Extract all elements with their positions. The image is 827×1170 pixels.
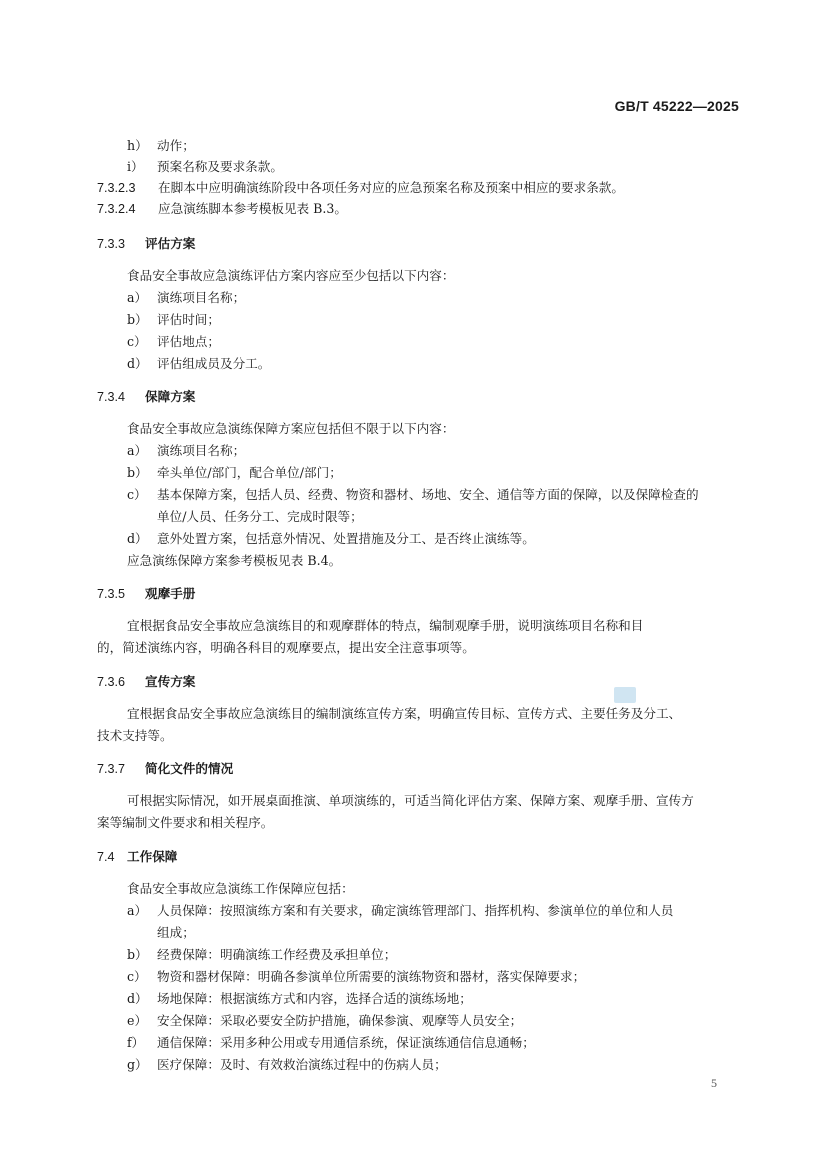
list-text: 场地保障：根据演练方式和内容，选择合适的演练场地； (157, 991, 472, 1006)
list-item (127, 137, 195, 155)
list-marker: a） (127, 443, 148, 458)
clause-number: 7.3.2.4 (97, 202, 136, 216)
list-marker: e） (127, 1013, 148, 1028)
section-number: 7.3.5 (97, 587, 126, 601)
section-heading (97, 848, 177, 866)
list-item (127, 464, 342, 482)
list-text: 通信保障：采用多种公用或专用通信系统，保证演练通信信息通畅； (157, 1035, 535, 1050)
section-title: 工作保障 (127, 849, 178, 864)
list-marker: f） (127, 1035, 145, 1050)
list-marker: b） (127, 465, 148, 480)
paragraph: 食品安全事故应急演练评估方案内容应至少包括以下内容： (127, 268, 455, 283)
section-number: 7.3.4 (97, 390, 126, 404)
list-text: 演练项目名称； (157, 290, 246, 305)
watermark-stamp (614, 687, 636, 703)
list-marker: i） (127, 159, 144, 174)
list-marker: d） (127, 991, 148, 1006)
list-text: 牵头单位/部门，配合单位/部门； (157, 465, 342, 480)
paragraph-line: 技术支持等。 (97, 728, 173, 743)
list-marker: a） (127, 290, 148, 305)
clause (97, 200, 347, 218)
list-item (127, 1012, 522, 1030)
paragraph: 应急演练保障方案参考模板见表 B.4。 (127, 553, 342, 568)
list-marker: b） (127, 947, 148, 962)
list-item (127, 1034, 535, 1052)
list-text: 评估时间； (157, 312, 220, 327)
list-marker: h） (127, 138, 148, 153)
section-title: 观摩手册 (145, 586, 196, 601)
list-text: 安全保障：采取必要安全防护措施，确保参演、观摩等人员安全； (157, 1013, 523, 1028)
list-item (127, 1056, 447, 1074)
page-number: 5 (711, 1076, 717, 1090)
section-heading (97, 585, 195, 603)
paragraph-line: 案等编制文件要求和相关程序。 (97, 815, 274, 830)
list-marker: g） (127, 1057, 148, 1072)
paragraph: 食品安全事故应急演练工作保障应包括： (127, 881, 354, 896)
paragraph-line: 的，简述演练内容，明确各科目的观摩要点，提出安全注意事项等。 (97, 640, 475, 655)
list-item (127, 990, 472, 1008)
section-number: 7.4 (97, 850, 115, 864)
list-item (127, 486, 699, 504)
clause-text: 在脚本中应明确演练阶段中各项任务对应的应急预案名称及预案中相应的要求条款。 (158, 180, 624, 195)
paragraph-line: 宜根据食品安全事故应急演练目的编制演练宣传方案，明确宣传目标、宣传方式、主要任务及分工、 (127, 706, 682, 721)
standard-code: GB/T 45222—2025 (614, 98, 739, 114)
list-text: 演练项目名称； (157, 443, 246, 458)
list-text: 物资和器材保障：明确各参演单位所需要的演练物资和器材，落实保障要求； (157, 969, 586, 984)
list-marker: a） (127, 903, 148, 918)
list-item (127, 946, 396, 964)
list-text: 意外处置方案，包括意外情况、处置措施及分工、是否终止演练等。 (157, 531, 535, 546)
list-text: 经费保障：明确演练工作经费及承担单位； (157, 947, 397, 962)
section-heading (97, 235, 195, 253)
list-text: 评估组成员及分工。 (157, 356, 271, 371)
paragraph-line: 宜根据食品安全事故应急演练目的和观摩群体的特点，编制观摩手册，说明演练项目名称和目 (127, 618, 644, 633)
section-number: 7.3.6 (97, 675, 126, 689)
section-number: 7.3.3 (97, 237, 126, 251)
section-heading (97, 673, 195, 691)
list-item (127, 333, 220, 351)
list-item (127, 442, 245, 460)
list-marker: c） (127, 487, 147, 502)
clause-number: 7.3.2.3 (97, 181, 136, 195)
section-number: 7.3.7 (97, 762, 126, 776)
list-text: 评估地点； (157, 334, 220, 349)
list-marker: c） (127, 334, 147, 349)
list-text-continuation: 单位/人员、任务分工、完成时限等； (157, 509, 363, 524)
section-heading (97, 388, 195, 406)
section-heading (97, 760, 233, 778)
paragraph: 食品安全事故应急演练保障方案应包括但不限于以下内容： (127, 421, 455, 436)
list-text: 人员保障：按照演练方案和有关要求，确定演练管理部门、指挥机构、参演单位的单位和人员 (157, 903, 674, 918)
list-text: 基本保障方案，包括人员、经费、物资和器材、场地、安全、通信等方面的保障，以及保障检查的 (157, 487, 699, 502)
section-title: 简化文件的情况 (145, 761, 234, 776)
list-item (127, 311, 220, 329)
list-item (127, 355, 270, 373)
section-title: 评估方案 (145, 236, 196, 251)
paragraph-line: 可根据实际情况，如开展桌面推演、单项演练的，可适当简化评估方案、保障方案、观摩手册、宣传方 (127, 793, 694, 808)
list-item (127, 530, 535, 548)
list-item (127, 158, 283, 176)
list-text: 医疗保障：及时、有效救治演练过程中的伤病人员； (157, 1057, 447, 1072)
list-marker: c） (127, 969, 147, 984)
list-item (127, 902, 673, 920)
list-text: 预案名称及要求条款。 (157, 159, 283, 174)
list-text-continuation: 组成； (157, 925, 195, 940)
list-text: 动作； (157, 138, 195, 153)
list-marker: d） (127, 356, 148, 371)
clause (97, 179, 624, 197)
list-item (127, 968, 585, 986)
section-title: 保障方案 (145, 389, 196, 404)
list-item (127, 289, 245, 307)
section-title: 宣传方案 (145, 674, 196, 689)
list-marker: d） (127, 531, 148, 546)
list-marker: b） (127, 312, 148, 327)
clause-text: 应急演练脚本参考模板见表 B.3。 (158, 201, 347, 216)
